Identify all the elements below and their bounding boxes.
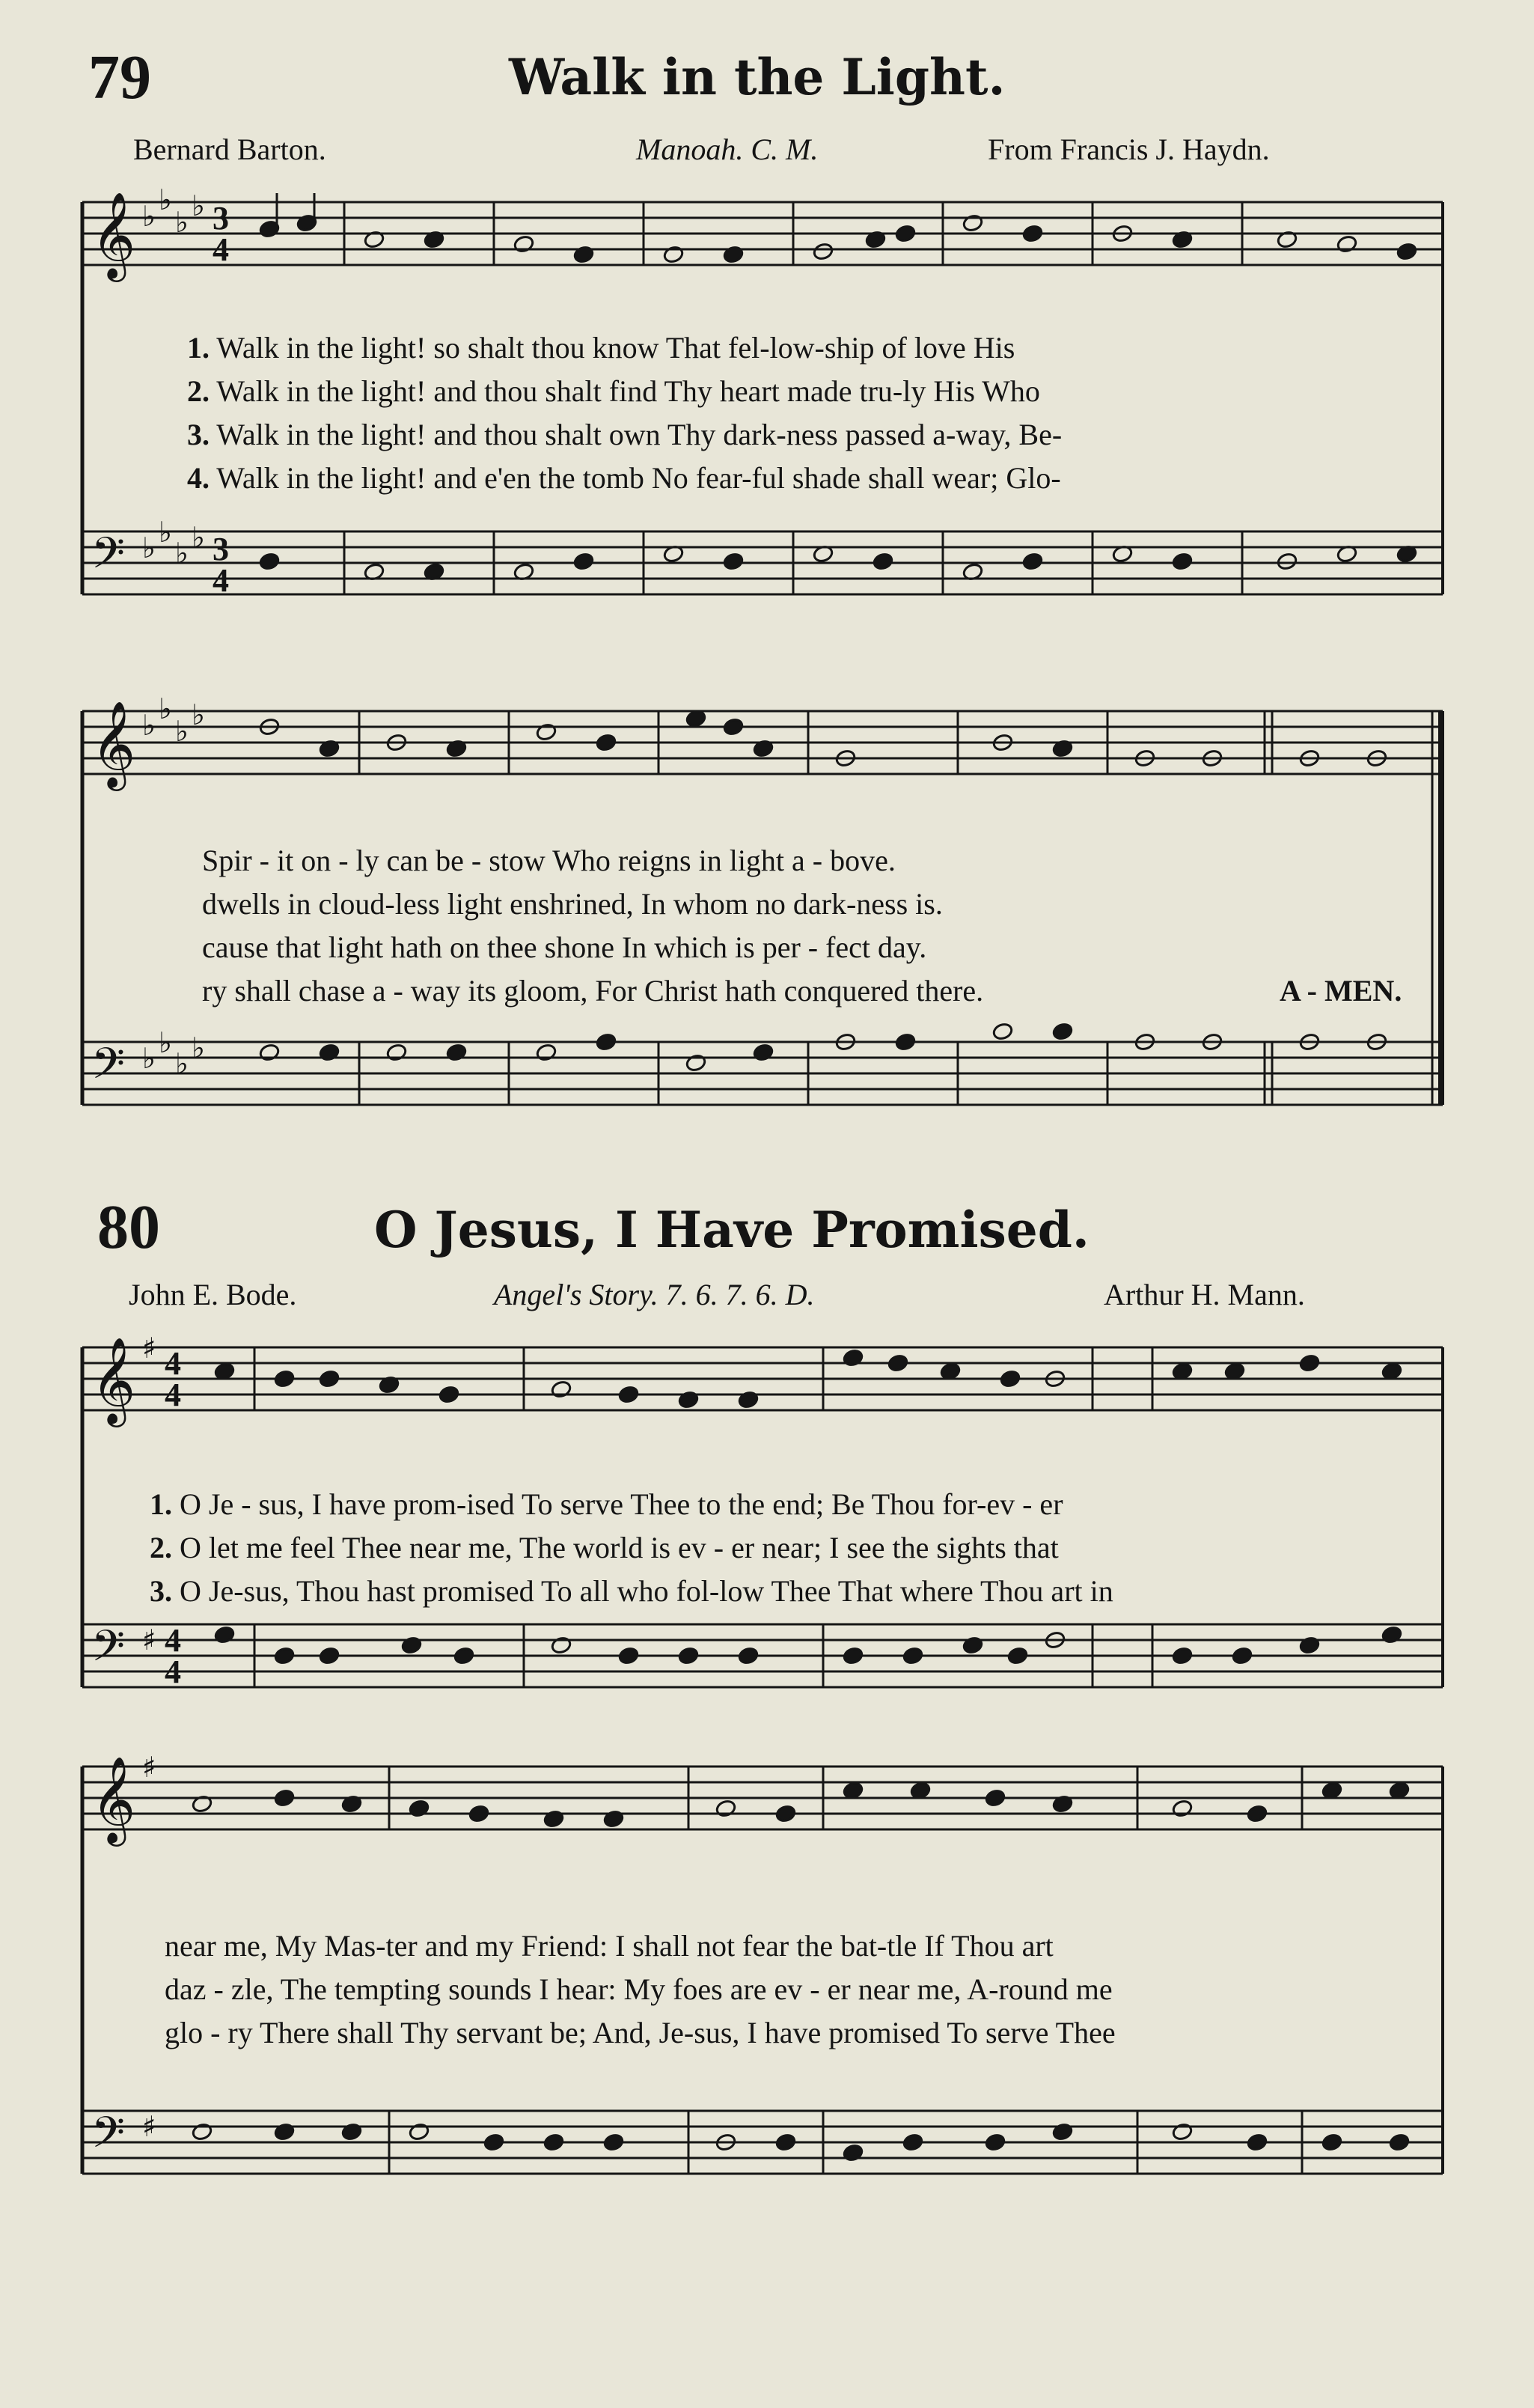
svg-text:4: 4 — [213, 562, 229, 599]
svg-text:♭: ♭ — [175, 715, 189, 748]
svg-text:♭: ♭ — [192, 189, 205, 222]
svg-text:♭: ♭ — [192, 1031, 205, 1064]
lyric-line-80-2-3: glo - ry There shall Thy servant be; And, Je-sus, I have promised To serve Thee — [165, 2016, 1116, 2049]
svg-text:3: 3 — [213, 200, 229, 237]
lyric-line-79-2-1: Spir - it on - ly can be - stow Who reigns in light a - bove. — [202, 844, 896, 877]
lyric-line-79-1-4: 4. Walk in the light! and e'en the tomb No fear-ful shade shall wear; Glo- — [187, 461, 1061, 495]
lyric-line-80-1-2: 2. O let me feel Thee near me, The world is ev - er near; I see the sights that — [150, 1531, 1059, 1564]
composer-credit: Arthur H. Mann. — [1104, 1278, 1305, 1311]
svg-text:♭: ♭ — [192, 521, 205, 554]
hymn-title: O Jesus, I Have Promised. — [374, 1201, 1090, 1259]
lyric-line-79-2-2: dwells in cloud-less light enshrined, In whom no dark-ness is. — [202, 887, 943, 921]
svg-text:𝄢: 𝄢 — [91, 1621, 126, 1682]
svg-text:𝄞: 𝄞 — [91, 700, 136, 787]
lyric-line-79-1-2: 2. Walk in the light! and thou shalt find Thy heart made tru-ly His Who — [187, 374, 1040, 408]
lyric-line-80-1-1: 1. O Je - sus, I have prom-ised To serve Thee to the end; Be Thou for-ev - er — [150, 1487, 1063, 1521]
svg-text:♯: ♯ — [142, 1332, 156, 1365]
svg-text:♭: ♭ — [175, 1047, 189, 1080]
svg-text:4: 4 — [165, 1345, 181, 1382]
svg-text:♭: ♭ — [142, 531, 156, 564]
svg-text:♭: ♭ — [159, 692, 172, 725]
svg-text:♭: ♭ — [175, 206, 189, 239]
svg-text:♭: ♭ — [142, 709, 156, 742]
lyric-line-79-2-4: ry shall chase a - way its gloom, For Christ hath conquered there. — [202, 974, 984, 1008]
lyric-line-79-1-3: 3. Walk in the light! and thou shalt own Thy dark-ness passed a-way, Be- — [187, 418, 1063, 451]
svg-text:4: 4 — [213, 231, 229, 268]
composer-credit: From Francis J. Haydn. — [988, 132, 1270, 166]
tune-name: Manoah. C. M. — [636, 132, 819, 166]
hymn-title: Walk in the Light. — [509, 48, 1006, 106]
lyric-line-80-2-1: near me, My Mas-ter and my Friend: I shall not fear the bat-tle If Thou art — [165, 1929, 1054, 1963]
svg-text:𝄞: 𝄞 — [91, 191, 136, 278]
hymn-number: 79 — [88, 43, 151, 112]
svg-text:♯: ♯ — [142, 1624, 156, 1656]
amen-text: A - MEN. — [1280, 974, 1402, 1008]
svg-text:♭: ♭ — [192, 698, 205, 731]
svg-text:♯: ♯ — [142, 1751, 156, 1784]
svg-text:𝄢: 𝄢 — [91, 2107, 126, 2168]
lyric-line-80-2-2: daz - zle, The tempting sounds I hear: My foes are ev - er near me, A-round me — [165, 1972, 1113, 2006]
svg-text:𝄞: 𝄞 — [91, 1755, 136, 1843]
svg-text:4: 4 — [165, 1377, 181, 1413]
svg-text:𝄞: 𝄞 — [91, 1336, 136, 1424]
svg-text:𝄢: 𝄢 — [91, 1038, 126, 1100]
author-credit: John E. Bode. — [129, 1278, 297, 1311]
music-system-79-1 — [75, 180, 1452, 636]
svg-text:♭: ♭ — [159, 183, 172, 216]
music-system-80-1 — [75, 1325, 1452, 1729]
svg-text:♭: ♭ — [159, 1026, 172, 1059]
svg-text:4: 4 — [165, 1622, 181, 1659]
svg-text:♯: ♯ — [142, 2110, 156, 2143]
svg-text:♭: ♭ — [142, 200, 156, 233]
svg-text:3: 3 — [213, 531, 229, 567]
lyric-line-80-1-3: 3. O Je-sus, Thou hast promised To all who fol-low Thee That where Thou art in — [150, 1574, 1113, 1608]
svg-text:𝄢: 𝄢 — [91, 528, 126, 589]
tune-name: Angel's Story. 7. 6. 7. 6. D. — [494, 1278, 815, 1311]
svg-text:♭: ♭ — [159, 516, 172, 549]
lyric-line-79-1-1: 1. Walk in the light! so shalt thou know That fel-low-ship of love His — [187, 331, 1015, 365]
lyric-line-79-2-3: cause that light hath on thee shone In which is per - fect day. — [202, 930, 927, 964]
svg-text:♭: ♭ — [142, 1042, 156, 1075]
hymn-number: 80 — [97, 1192, 160, 1262]
author-credit: Bernard Barton. — [133, 132, 326, 166]
svg-text:♭: ♭ — [175, 537, 189, 570]
svg-text:4: 4 — [165, 1653, 181, 1690]
